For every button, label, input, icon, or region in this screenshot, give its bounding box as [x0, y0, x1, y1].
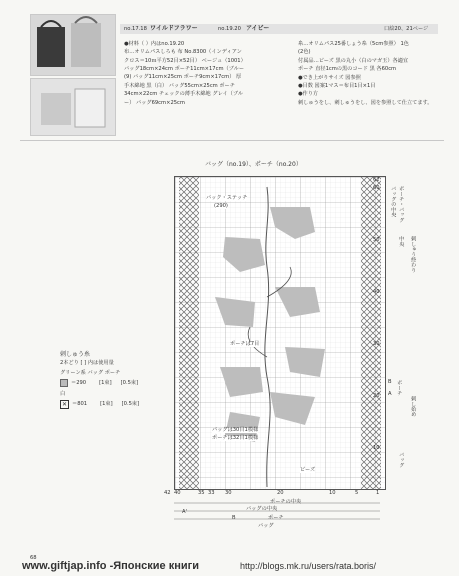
row-number: 62	[373, 177, 380, 183]
row-number: 20	[373, 393, 380, 399]
col-number: 42	[164, 490, 171, 496]
stitch-count: (290)	[214, 203, 228, 209]
accessory-line: ポーチ 直径1cmの黒のコード 黒 各60cm	[298, 66, 397, 73]
thread-legend	[60, 352, 170, 409]
bottom-bag-center: バッグの中央	[246, 506, 278, 512]
row-number: 30	[373, 341, 380, 347]
materials-line: (9) バッグ11cm×25cm ポーチ9cm×17cm） 厚	[124, 74, 242, 81]
photo-bags-bottom	[30, 78, 116, 136]
right-label-center: 中央	[398, 236, 405, 247]
right-code: no.19.20	[218, 26, 241, 32]
footer-left: www.giftjap.info -Японские книги	[22, 560, 199, 572]
gray-swatch-icon	[60, 379, 68, 387]
cross-stitch-chart	[174, 176, 386, 490]
pouch-photo-icon	[31, 79, 115, 135]
legend-row2-head: 白	[60, 391, 66, 398]
bottom-B: B	[232, 515, 236, 521]
materials-right	[298, 42, 448, 106]
legend-row-1	[60, 379, 170, 387]
stitch-label: バック・ステッチ	[206, 195, 248, 201]
footer-watermark	[0, 554, 459, 576]
materials-line: ー） バッグ69cm×25cm	[124, 99, 185, 106]
col-number: 35	[198, 490, 205, 496]
thread-line: (2色)	[298, 49, 311, 56]
legend-columns: グリーン系 バッグ ポーチ	[60, 370, 121, 377]
col-number: 33	[208, 490, 215, 496]
legend-row-2	[60, 400, 170, 409]
size-line: ●でき上がりサイズ 図参照	[298, 74, 361, 81]
legend-code: ＝290	[71, 379, 87, 386]
right-label-A: A	[388, 391, 392, 397]
pouch-7-label: ポーチは7目	[230, 341, 260, 347]
materials-line: バッグ18cm×24cm ポーチ11cm×17cm（ブルー	[124, 65, 245, 72]
materials-line: 布…オリムパスしろも 布 No.8300（インディアン	[124, 49, 242, 56]
row-number: 40	[373, 289, 380, 295]
right-label-cut-end: 刺し始め	[410, 396, 417, 417]
row-number: 50	[373, 237, 380, 243]
count-line: ●目数 図案1マス＝布目1目×1目	[298, 82, 376, 89]
right-label-pouch-bag: ポーチ・バッグ	[398, 186, 405, 223]
legend-pouch: [0.5束]	[121, 400, 140, 407]
page-ref: 口絵20、21ページ	[384, 26, 429, 32]
col-number: 30	[225, 490, 232, 496]
photo-bags-top	[30, 14, 116, 76]
cross-swatch-icon: ✕	[61, 400, 68, 408]
accessory-line: 付属品…ビーズ 黒の丸小（白のマガ玉）各適宜	[298, 57, 409, 64]
pattern-grid	[175, 177, 385, 489]
legend-code: ＝801	[72, 400, 88, 407]
col-number: 1	[376, 490, 380, 496]
right-label-bag-center: バッグの中央	[390, 186, 397, 218]
materials-heading: ●材料（ ）内はno.19.20	[124, 41, 185, 47]
divider	[20, 140, 444, 141]
bottom-A: A'	[182, 509, 187, 515]
legend-subtitle: 2本どり [ ] 内は使用量	[60, 360, 114, 366]
bottom-pouch-center: ポーチの中央	[270, 499, 302, 505]
howto-heading: ●作り方	[298, 91, 319, 98]
bag-32-label: ポーチは32目1模様	[212, 435, 259, 441]
materials-line: 34cm×22cm チェックの薄手木綿地 グレイ（ブル	[124, 91, 244, 98]
row-number: 60	[373, 185, 380, 191]
bottom-pouch: ポーチ	[268, 515, 284, 521]
legend-pouch: [0.5束]	[120, 379, 139, 386]
materials-left	[124, 42, 284, 106]
right-label-bag: バッグ	[398, 452, 405, 468]
right-label-B: B	[388, 379, 392, 385]
col-number: 20	[277, 490, 284, 496]
chart-title: バッグ（no.19）、ポーチ（no.20）	[205, 161, 302, 168]
right-label-wrap: 刺しゅう終わり	[410, 236, 417, 273]
thread-line: 糸…オリムパス25番しょう糸（5cm参照） 1色	[298, 41, 409, 47]
legend-title: 刺しゅう糸	[60, 351, 91, 358]
right-title: アイビー	[246, 25, 270, 32]
materials-line: 手木綿地 黒（白） バッグ55cm×25cm ポーチ	[124, 82, 235, 89]
left-title: ワイルドフラワー	[150, 25, 198, 32]
right-label-pouch: ポーチ	[396, 380, 403, 396]
left-code: no.17.18	[124, 26, 147, 32]
page-number: 68	[30, 555, 37, 561]
dimension-lines	[160, 498, 390, 528]
footer-right: http://blogs.mk.ru/users/rata.boris/	[240, 561, 377, 571]
bottom-bag: バッグ	[258, 523, 274, 529]
row-number: 10	[373, 445, 380, 451]
col-number: 5	[355, 490, 359, 496]
bag-30-label: バッグは30目1模様	[212, 427, 259, 433]
legend-bag: [1束]	[99, 379, 112, 386]
bags-photo-icon	[31, 15, 115, 75]
howto-line: 刺しゅうをし、刺しゅうをし、図を参照して仕立てます。	[298, 99, 433, 106]
col-number: 10	[329, 490, 336, 496]
materials-line: クロス＝10ｍ平方52目×52目） ベージュ（1001）	[124, 57, 246, 64]
col-number: 40	[174, 490, 181, 496]
beads-label: ビーズ	[300, 467, 316, 473]
legend-bag: [1束]	[100, 400, 113, 407]
